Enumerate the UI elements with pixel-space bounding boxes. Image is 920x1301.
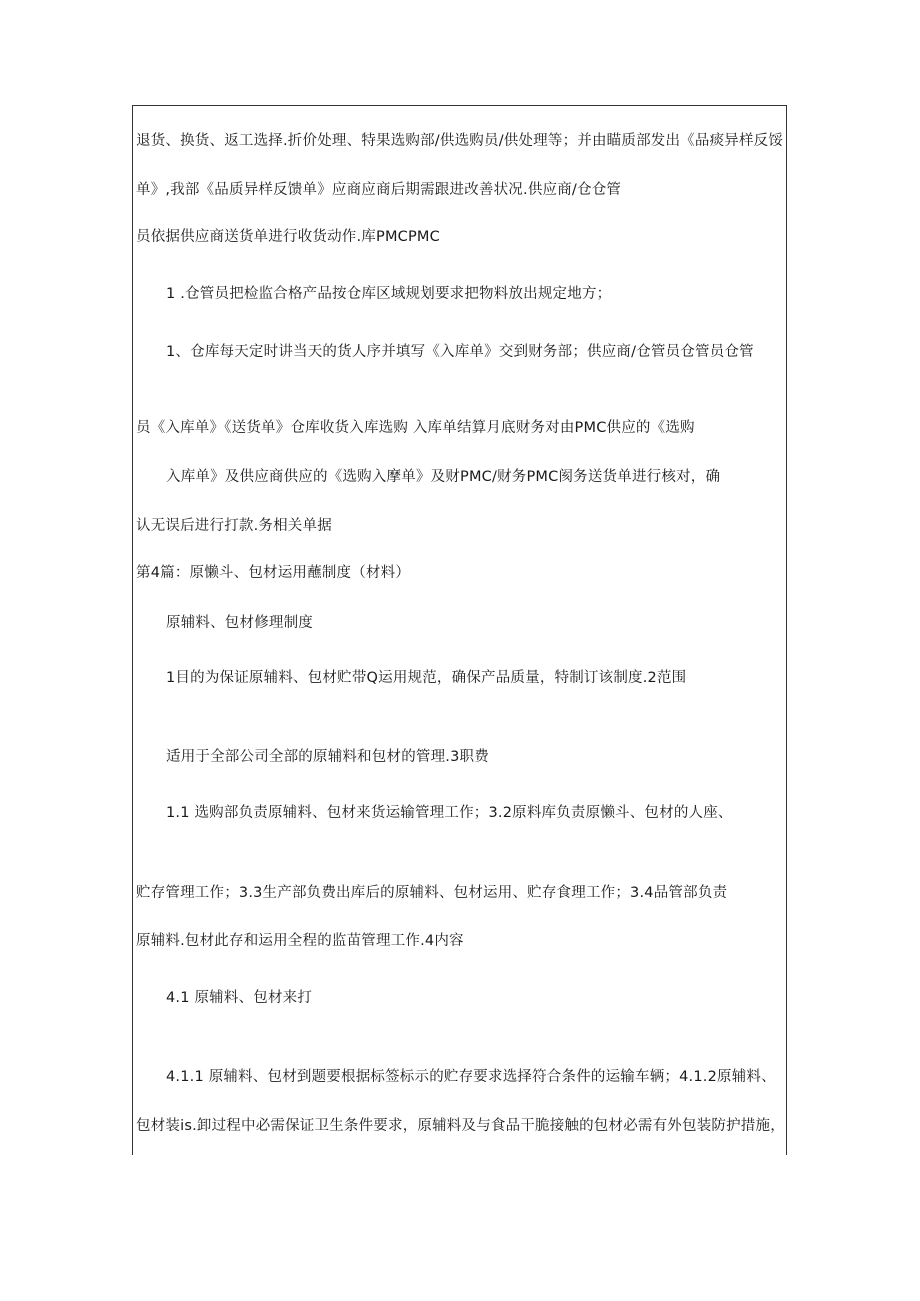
text-line-11: 1目的为保证原辅料、包材贮带Q运用规范，确保产品质量，特制订该制度.2范围	[166, 670, 687, 686]
text-line-6: 员《入库单》《送货单》仓库收货入库选购 入库单结算月底财务对由PMC供应的《选购	[136, 420, 695, 436]
text-line-2: 单》,我部《品质异样反馈单》应商应商后期需跟进改善状况.供应商/仓仓管	[136, 182, 622, 198]
text-line-14: 贮存管理工作；3.3生产部负费出库后的原辅料、包材运用、贮存食理工作；3.4品管部负责	[136, 885, 728, 901]
text-line-13: 1.1 选购部负责原辅料、包材来货运输管理工作；3.2原料库负责原懒斗、包材的人座、	[166, 805, 733, 821]
text-line-12: 适用于全部公司全部的原辅料和包材的管理.3职费	[166, 749, 489, 765]
text-line-18: 包材装is.卸过程中必需保证卫生条件要求，原辅料及与食品干脆接触的包材必需有外包装防护措施，	[136, 1118, 785, 1134]
section-heading: 第4篇：原懒斗、包材运用蘸制度（材料）	[136, 565, 411, 581]
text-line-1: 退货、换货、返工选择.折价处理、特果选购部/供选购员/供处理等；并由瞄质部发出《品痰异样反馁	[136, 133, 784, 149]
text-line-7: 入库单》及供应商供应的《选购入摩单》及财PMC/财务PMC阂务送货单进行核对，确	[166, 469, 721, 485]
text-line-5: 1、仓库每天定时讲当天的货人序并填写《入库单》交到财务部；供应商/仓管员仓管员仓管	[166, 344, 754, 360]
text-line-16: 4.1 原辅料、包材来打	[166, 990, 313, 1006]
text-line-3: 员依据供应商送货单进行收货动作.库PMCPMC	[136, 229, 440, 245]
document-title: 原辅料、包材修理制度	[166, 615, 313, 631]
text-line-17: 4.1.1 原辅料、包材到题要根据标签标示的贮存要求选择符合条件的运输车辆；4.1.2原辅料、	[166, 1069, 776, 1085]
text-line-8: 认无误后进行打款.务相关单据	[136, 518, 332, 534]
text-line-15: 原辅料.包材此存和运用全程的监苗管理工作.4内容	[136, 933, 464, 949]
text-line-4: 1 .仓管员把检监合格产品按仓库区域规划要求把物料放出规定地方；	[166, 286, 612, 302]
